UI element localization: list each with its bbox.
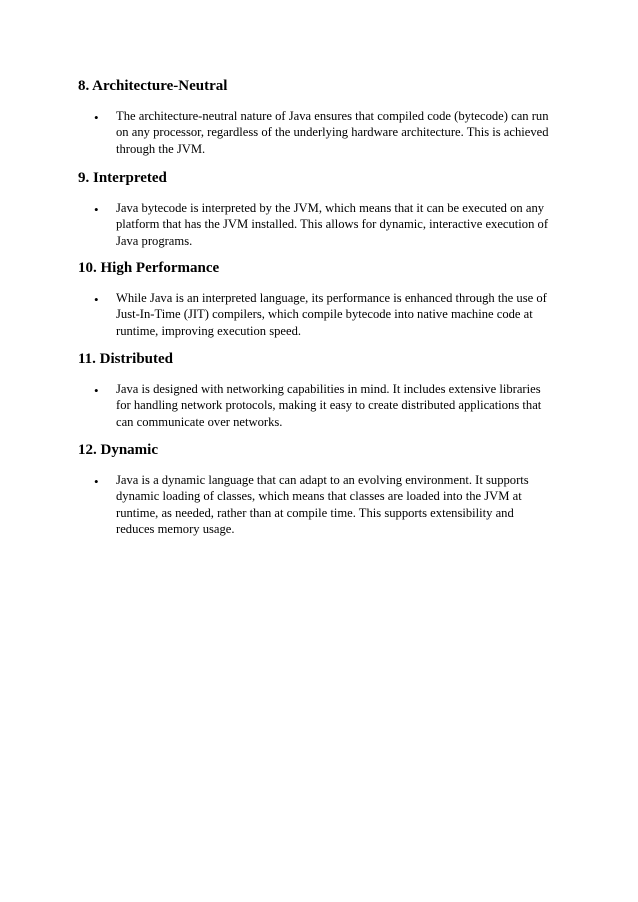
- bullet-icon: •: [94, 292, 99, 307]
- list-item-text: Java bytecode is interpreted by the JVM, which means that it can be executed on any platform that has the JVM installed. This allows for dynamic, interactive execution of Java programs.: [116, 201, 549, 248]
- section-heading: 12. Dynamic: [78, 442, 158, 458]
- section-heading: 10. High Performance: [78, 260, 220, 276]
- bullet-icon: •: [94, 202, 99, 217]
- list-item-text: While Java is an interpreted language, its performance is enhanced through the use of Just-In-Time (JIT) compilers, which compile bytecode into native machine code at runtime, improving execution speed.: [116, 291, 547, 338]
- section-heading: 11. Distributed: [78, 351, 174, 367]
- section-heading: 9. Interpreted: [78, 170, 167, 186]
- list-item-text: The architecture-neutral nature of Java ensures that compiled code (bytecode) can run on any processor, regardless of the underlying hardware architecture. This is achieved through the JVM.: [116, 109, 549, 156]
- list-item-text: Java is a dynamic language that can adapt to an evolving environment. It supports dynamic loading of classes, which means that classes are loaded into the JVM at runtime, as needed, rather than at compile time. This supports extensibility and reduces memory usage.: [116, 473, 529, 537]
- bullet-icon: •: [94, 383, 99, 398]
- section-heading: 8. Architecture-Neutral: [78, 78, 228, 94]
- list-item-text: Java is designed with networking capabilities in mind. It includes extensive libraries for handling network protocols, making it easy to create distributed applications that can communicate over networks.: [116, 382, 542, 429]
- bullet-icon: •: [94, 474, 99, 489]
- bullet-icon: •: [94, 110, 99, 125]
